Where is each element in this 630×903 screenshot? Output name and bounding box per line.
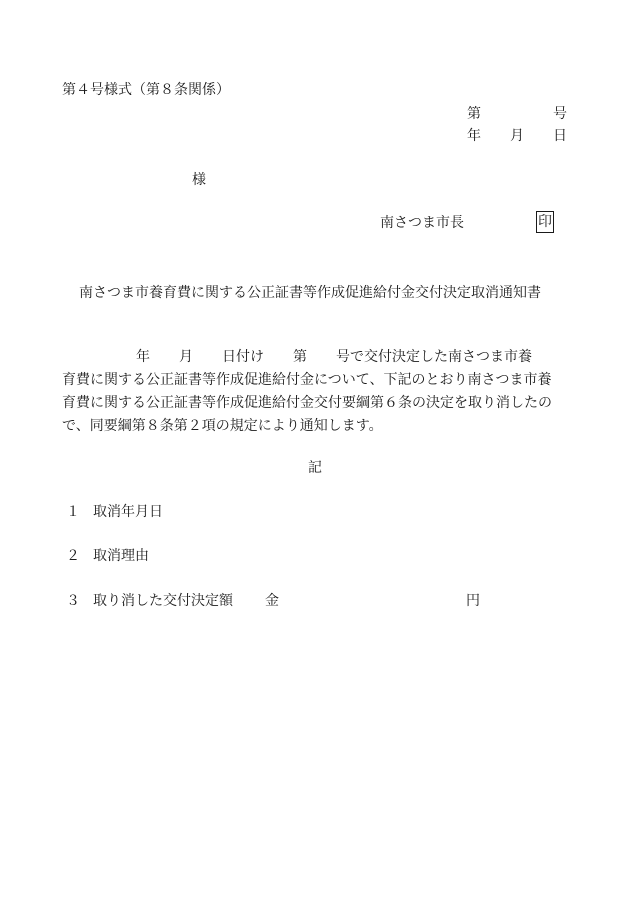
body-dai: 第 [293, 349, 307, 365]
item-3-label: 取り消した交付決定額 [93, 593, 233, 609]
body-line-1-rest: 号で交付決定した南さつま市養 [336, 349, 532, 365]
item-2-label: 取消理由 [93, 548, 149, 564]
doc-number-go: 号 [553, 106, 567, 122]
item-1-number: １ [66, 504, 80, 520]
body-day: 日付け [222, 349, 264, 365]
seal-stamp: 印 [536, 211, 554, 233]
doc-number-dai: 第 [467, 106, 481, 122]
item-1-label: 取消年月日 [93, 504, 163, 520]
body-line-2: 育費に関する公正証書等作成促進給付金について、下記のとおり南さつま市養 [62, 372, 552, 388]
document-title: 南さつま市養育費に関する公正証書等作成促進給付金交付決定取消通知書 [79, 285, 541, 301]
recipient-sama: 様 [192, 172, 206, 188]
body-year: 年 [136, 349, 150, 365]
item-3-yen: 円 [466, 593, 480, 609]
sender-name: 南さつま市長 [380, 215, 464, 231]
date-month: 月 [510, 128, 524, 144]
ki-heading: 記 [308, 460, 322, 476]
date-year: 年 [467, 128, 481, 144]
body-line-3: 育費に関する公正証書等作成促進給付金交付要綱第６条の決定を取り消したの [62, 395, 552, 411]
item-2-number: ２ [66, 548, 80, 564]
item-3-number: ３ [66, 593, 80, 609]
body-paragraph [62, 346, 572, 438]
body-line-1 [62, 346, 572, 369]
body-line-4: で、同要綱第８条第２項の規定により通知します。 [62, 418, 383, 434]
date-day: 日 [553, 128, 567, 144]
form-number: 第４号様式（第８条関係） [62, 82, 230, 98]
item-3-kin: 金 [265, 593, 279, 609]
body-month: 月 [179, 349, 193, 365]
